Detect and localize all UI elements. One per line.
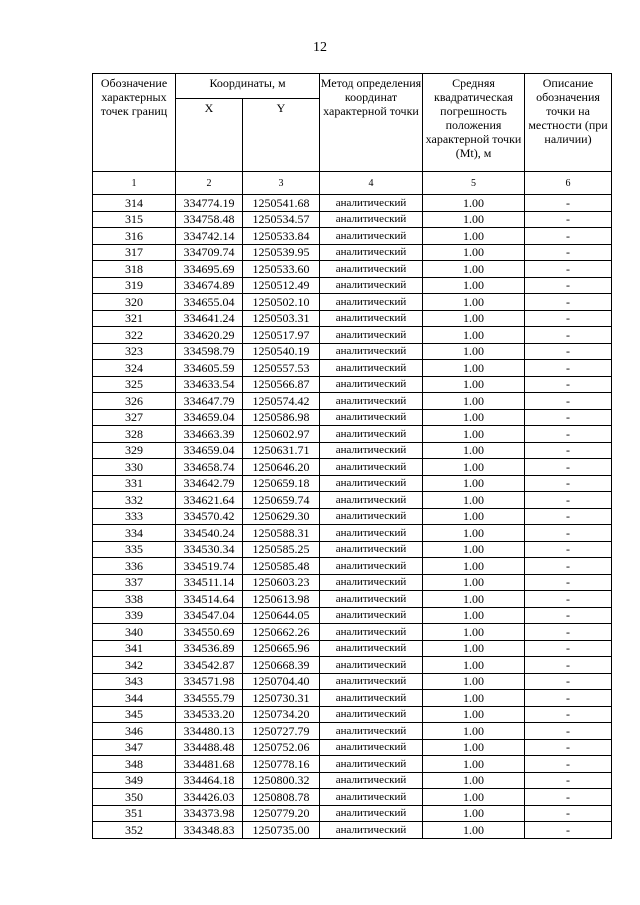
cell-description: - — [525, 310, 612, 327]
cell-error: 1.00 — [423, 574, 525, 591]
cell-method: аналитический — [320, 772, 423, 789]
cell-error: 1.00 — [423, 789, 525, 806]
cell-error: 1.00 — [423, 244, 525, 261]
cell-y: 1250734.20 — [243, 706, 320, 723]
cell-method: аналитический — [320, 442, 423, 459]
cell-description: - — [525, 574, 612, 591]
cell-error: 1.00 — [423, 723, 525, 740]
cell-description: - — [525, 508, 612, 525]
cell-point: 340 — [93, 624, 176, 641]
cell-description: - — [525, 261, 612, 278]
cell-error: 1.00 — [423, 195, 525, 212]
cell-x: 334426.03 — [176, 789, 243, 806]
cell-error: 1.00 — [423, 426, 525, 443]
cell-x: 334488.48 — [176, 739, 243, 756]
cell-y: 1250539.95 — [243, 244, 320, 261]
table-row — [93, 261, 612, 278]
cell-point: 349 — [93, 772, 176, 789]
cell-y: 1250603.23 — [243, 574, 320, 591]
cell-error: 1.00 — [423, 706, 525, 723]
cell-y: 1250588.31 — [243, 525, 320, 542]
cell-point: 327 — [93, 409, 176, 426]
cell-description: - — [525, 624, 612, 641]
cell-y: 1250540.19 — [243, 343, 320, 360]
cell-description: - — [525, 541, 612, 558]
cell-point: 338 — [93, 591, 176, 608]
cell-point: 325 — [93, 376, 176, 393]
cell-description: - — [525, 657, 612, 674]
cell-description: - — [525, 492, 612, 509]
cell-method: аналитический — [320, 756, 423, 773]
cell-description: - — [525, 640, 612, 657]
cell-error: 1.00 — [423, 508, 525, 525]
cell-error: 1.00 — [423, 294, 525, 311]
cell-x: 334659.04 — [176, 442, 243, 459]
cell-error: 1.00 — [423, 591, 525, 608]
table-row — [93, 475, 612, 492]
cell-y: 1250778.16 — [243, 756, 320, 773]
cell-y: 1250631.71 — [243, 442, 320, 459]
table-row — [93, 294, 612, 311]
cell-method: аналитический — [320, 475, 423, 492]
cell-x: 334550.69 — [176, 624, 243, 641]
table-row — [93, 541, 612, 558]
cell-y: 1250533.84 — [243, 228, 320, 245]
cell-x: 334674.89 — [176, 277, 243, 294]
table-row — [93, 426, 612, 443]
cell-description: - — [525, 195, 612, 212]
cell-description: - — [525, 789, 612, 806]
cell-y: 1250534.57 — [243, 211, 320, 228]
column-number: 2 — [176, 172, 243, 195]
cell-x: 334647.79 — [176, 393, 243, 410]
cell-y: 1250512.49 — [243, 277, 320, 294]
cell-y: 1250557.53 — [243, 360, 320, 377]
cell-description: - — [525, 756, 612, 773]
cell-description: - — [525, 475, 612, 492]
cell-y: 1250613.98 — [243, 591, 320, 608]
cell-description: - — [525, 558, 612, 575]
cell-error: 1.00 — [423, 657, 525, 674]
table-row — [93, 327, 612, 344]
cell-method: аналитический — [320, 706, 423, 723]
cell-x: 334605.59 — [176, 360, 243, 377]
table-row — [93, 211, 612, 228]
cell-y: 1250646.20 — [243, 459, 320, 476]
cell-point: 324 — [93, 360, 176, 377]
cell-point: 315 — [93, 211, 176, 228]
cell-point: 352 — [93, 822, 176, 839]
table-row — [93, 772, 612, 789]
table-row — [93, 690, 612, 707]
cell-method: аналитический — [320, 508, 423, 525]
cell-point: 316 — [93, 228, 176, 245]
table-row — [93, 739, 612, 756]
cell-x: 334348.83 — [176, 822, 243, 839]
cell-point: 348 — [93, 756, 176, 773]
cell-method: аналитический — [320, 228, 423, 245]
cell-method: аналитический — [320, 277, 423, 294]
table-row — [93, 310, 612, 327]
cell-point: 317 — [93, 244, 176, 261]
cell-description: - — [525, 426, 612, 443]
table-row — [93, 360, 612, 377]
cell-error: 1.00 — [423, 310, 525, 327]
cell-y: 1250668.39 — [243, 657, 320, 674]
table-row — [93, 657, 612, 674]
cell-description: - — [525, 327, 612, 344]
table-row — [93, 673, 612, 690]
table-row — [93, 393, 612, 410]
cell-method: аналитический — [320, 294, 423, 311]
cell-point: 350 — [93, 789, 176, 806]
table-row — [93, 574, 612, 591]
cell-y: 1250585.48 — [243, 558, 320, 575]
cell-y: 1250502.10 — [243, 294, 320, 311]
cell-method: аналитический — [320, 376, 423, 393]
cell-point: 342 — [93, 657, 176, 674]
cell-y: 1250659.74 — [243, 492, 320, 509]
cell-y: 1250779.20 — [243, 805, 320, 822]
cell-description: - — [525, 673, 612, 690]
header-y: Y — [243, 99, 320, 172]
cell-y: 1250586.98 — [243, 409, 320, 426]
cell-method: аналитический — [320, 805, 423, 822]
header-point: Обозначение характерных точек границ — [93, 74, 176, 172]
cell-method: аналитический — [320, 624, 423, 641]
cell-method: аналитический — [320, 310, 423, 327]
cell-error: 1.00 — [423, 772, 525, 789]
cell-description: - — [525, 525, 612, 542]
cell-description: - — [525, 723, 612, 740]
cell-point: 341 — [93, 640, 176, 657]
cell-y: 1250727.79 — [243, 723, 320, 740]
cell-error: 1.00 — [423, 343, 525, 360]
cell-description: - — [525, 739, 612, 756]
header-x: X — [176, 99, 243, 172]
cell-error: 1.00 — [423, 805, 525, 822]
cell-y: 1250503.31 — [243, 310, 320, 327]
cell-y: 1250533.60 — [243, 261, 320, 278]
cell-x: 334641.24 — [176, 310, 243, 327]
cell-x: 334709.74 — [176, 244, 243, 261]
cell-error: 1.00 — [423, 442, 525, 459]
cell-y: 1250704.40 — [243, 673, 320, 690]
table-row — [93, 640, 612, 657]
cell-x: 334571.98 — [176, 673, 243, 690]
cell-x: 334774.19 — [176, 195, 243, 212]
table-row — [93, 277, 612, 294]
cell-point: 351 — [93, 805, 176, 822]
cell-x: 334663.39 — [176, 426, 243, 443]
cell-point: 332 — [93, 492, 176, 509]
cell-method: аналитический — [320, 459, 423, 476]
cell-point: 335 — [93, 541, 176, 558]
cell-description: - — [525, 442, 612, 459]
table-row — [93, 706, 612, 723]
cell-error: 1.00 — [423, 492, 525, 509]
table-row — [93, 442, 612, 459]
table-row — [93, 195, 612, 212]
cell-error: 1.00 — [423, 690, 525, 707]
cell-error: 1.00 — [423, 739, 525, 756]
cell-method: аналитический — [320, 343, 423, 360]
table-row — [93, 343, 612, 360]
cell-point: 339 — [93, 607, 176, 624]
cell-point: 322 — [93, 327, 176, 344]
cell-error: 1.00 — [423, 541, 525, 558]
header-description: Описание обозначения точки на местности (при наличии) — [525, 74, 612, 172]
cell-y: 1250752.06 — [243, 739, 320, 756]
cell-x: 334464.18 — [176, 772, 243, 789]
cell-method: аналитический — [320, 360, 423, 377]
table-row — [93, 508, 612, 525]
cell-error: 1.00 — [423, 228, 525, 245]
table-row — [93, 607, 612, 624]
cell-y: 1250629.30 — [243, 508, 320, 525]
cell-point: 331 — [93, 475, 176, 492]
cell-point: 326 — [93, 393, 176, 410]
cell-error: 1.00 — [423, 327, 525, 344]
cell-method: аналитический — [320, 789, 423, 806]
cell-error: 1.00 — [423, 261, 525, 278]
cell-x: 334373.98 — [176, 805, 243, 822]
cell-description: - — [525, 706, 612, 723]
cell-method: аналитический — [320, 640, 423, 657]
table-row — [93, 558, 612, 575]
cell-x: 334633.54 — [176, 376, 243, 393]
cell-y: 1250662.26 — [243, 624, 320, 641]
column-number: 1 — [93, 172, 176, 195]
cell-y: 1250585.25 — [243, 541, 320, 558]
cell-point: 319 — [93, 277, 176, 294]
cell-point: 345 — [93, 706, 176, 723]
cell-point: 344 — [93, 690, 176, 707]
cell-description: - — [525, 459, 612, 476]
cell-x: 334570.42 — [176, 508, 243, 525]
cell-y: 1250644.05 — [243, 607, 320, 624]
cell-y: 1250659.18 — [243, 475, 320, 492]
cell-method: аналитический — [320, 739, 423, 756]
cell-y: 1250808.78 — [243, 789, 320, 806]
column-number-row — [93, 172, 612, 195]
cell-point: 328 — [93, 426, 176, 443]
cell-x: 334481.68 — [176, 756, 243, 773]
table-row — [93, 376, 612, 393]
cell-point: 347 — [93, 739, 176, 756]
cell-method: аналитический — [320, 409, 423, 426]
cell-method: аналитический — [320, 393, 423, 410]
cell-x: 334659.04 — [176, 409, 243, 426]
cell-method: аналитический — [320, 211, 423, 228]
cell-point: 314 — [93, 195, 176, 212]
cell-x: 334555.79 — [176, 690, 243, 707]
header-coordinates: Координаты, м — [176, 74, 320, 99]
table-row — [93, 805, 612, 822]
cell-description: - — [525, 690, 612, 707]
column-number: 4 — [320, 172, 423, 195]
cell-error: 1.00 — [423, 822, 525, 839]
cell-error: 1.00 — [423, 393, 525, 410]
cell-description: - — [525, 409, 612, 426]
cell-description: - — [525, 772, 612, 789]
cell-point: 346 — [93, 723, 176, 740]
cell-x: 334480.13 — [176, 723, 243, 740]
cell-point: 320 — [93, 294, 176, 311]
cell-x: 334542.87 — [176, 657, 243, 674]
cell-y: 1250574.42 — [243, 393, 320, 410]
column-number: 6 — [525, 172, 612, 195]
cell-description: - — [525, 228, 612, 245]
cell-method: аналитический — [320, 591, 423, 608]
cell-description: - — [525, 393, 612, 410]
table-row — [93, 591, 612, 608]
cell-x: 334533.20 — [176, 706, 243, 723]
cell-method: аналитический — [320, 244, 423, 261]
table-row — [93, 756, 612, 773]
cell-method: аналитический — [320, 195, 423, 212]
table-row — [93, 492, 612, 509]
cell-point: 323 — [93, 343, 176, 360]
cell-point: 336 — [93, 558, 176, 575]
cell-point: 318 — [93, 261, 176, 278]
cell-error: 1.00 — [423, 360, 525, 377]
cell-x: 334511.14 — [176, 574, 243, 591]
cell-x: 334547.04 — [176, 607, 243, 624]
cell-error: 1.00 — [423, 376, 525, 393]
table-row — [93, 228, 612, 245]
cell-method: аналитический — [320, 558, 423, 575]
cell-error: 1.00 — [423, 409, 525, 426]
cell-method: аналитический — [320, 607, 423, 624]
cell-method: аналитический — [320, 657, 423, 674]
cell-method: аналитический — [320, 574, 423, 591]
cell-description: - — [525, 211, 612, 228]
cell-description: - — [525, 244, 612, 261]
table-row — [93, 525, 612, 542]
cell-x: 334758.48 — [176, 211, 243, 228]
cell-method: аналитический — [320, 327, 423, 344]
table-row — [93, 723, 612, 740]
cell-error: 1.00 — [423, 211, 525, 228]
cell-method: аналитический — [320, 822, 423, 839]
cell-description: - — [525, 376, 612, 393]
cell-x: 334540.24 — [176, 525, 243, 542]
cell-x: 334695.69 — [176, 261, 243, 278]
cell-error: 1.00 — [423, 475, 525, 492]
cell-point: 333 — [93, 508, 176, 525]
header-error: Средняя квадратическая погрешность положения характерной точки (Mt), м — [423, 74, 525, 172]
cell-x: 334658.74 — [176, 459, 243, 476]
cell-x: 334620.29 — [176, 327, 243, 344]
table-row — [93, 624, 612, 641]
cell-error: 1.00 — [423, 756, 525, 773]
cell-y: 1250566.87 — [243, 376, 320, 393]
table-row — [93, 409, 612, 426]
cell-y: 1250602.97 — [243, 426, 320, 443]
cell-x: 334536.89 — [176, 640, 243, 657]
cell-error: 1.00 — [423, 525, 525, 542]
cell-error: 1.00 — [423, 607, 525, 624]
cell-description: - — [525, 360, 612, 377]
coordinates-table — [92, 73, 612, 839]
cell-point: 329 — [93, 442, 176, 459]
cell-x: 334742.14 — [176, 228, 243, 245]
cell-error: 1.00 — [423, 624, 525, 641]
cell-point: 343 — [93, 673, 176, 690]
cell-error: 1.00 — [423, 558, 525, 575]
cell-error: 1.00 — [423, 277, 525, 294]
column-number: 5 — [423, 172, 525, 195]
cell-point: 321 — [93, 310, 176, 327]
cell-point: 330 — [93, 459, 176, 476]
cell-description: - — [525, 591, 612, 608]
header-method: Метод определения координат характерной точки — [320, 74, 423, 172]
table-row — [93, 822, 612, 839]
cell-method: аналитический — [320, 541, 423, 558]
cell-error: 1.00 — [423, 640, 525, 657]
cell-method: аналитический — [320, 492, 423, 509]
cell-error: 1.00 — [423, 459, 525, 476]
cell-method: аналитический — [320, 525, 423, 542]
cell-description: - — [525, 343, 612, 360]
cell-method: аналитический — [320, 426, 423, 443]
cell-point: 337 — [93, 574, 176, 591]
cell-x: 334621.64 — [176, 492, 243, 509]
cell-description: - — [525, 805, 612, 822]
cell-method: аналитический — [320, 690, 423, 707]
cell-y: 1250665.96 — [243, 640, 320, 657]
cell-x: 334514.64 — [176, 591, 243, 608]
cell-y: 1250800.32 — [243, 772, 320, 789]
table-row — [93, 789, 612, 806]
cell-x: 334642.79 — [176, 475, 243, 492]
table-row — [93, 459, 612, 476]
cell-description: - — [525, 822, 612, 839]
table-row — [93, 244, 612, 261]
cell-error: 1.00 — [423, 673, 525, 690]
cell-method: аналитический — [320, 673, 423, 690]
cell-x: 334655.04 — [176, 294, 243, 311]
column-number: 3 — [243, 172, 320, 195]
cell-method: аналитический — [320, 261, 423, 278]
cell-x: 334530.34 — [176, 541, 243, 558]
cell-x: 334519.74 — [176, 558, 243, 575]
table-body — [93, 195, 612, 839]
cell-x: 334598.79 — [176, 343, 243, 360]
cell-y: 1250517.97 — [243, 327, 320, 344]
page-number: 12 — [313, 40, 327, 55]
cell-y: 1250730.31 — [243, 690, 320, 707]
cell-description: - — [525, 277, 612, 294]
cell-y: 1250541.68 — [243, 195, 320, 212]
cell-method: аналитический — [320, 723, 423, 740]
cell-y: 1250735.00 — [243, 822, 320, 839]
cell-description: - — [525, 607, 612, 624]
cell-description: - — [525, 294, 612, 311]
cell-point: 334 — [93, 525, 176, 542]
